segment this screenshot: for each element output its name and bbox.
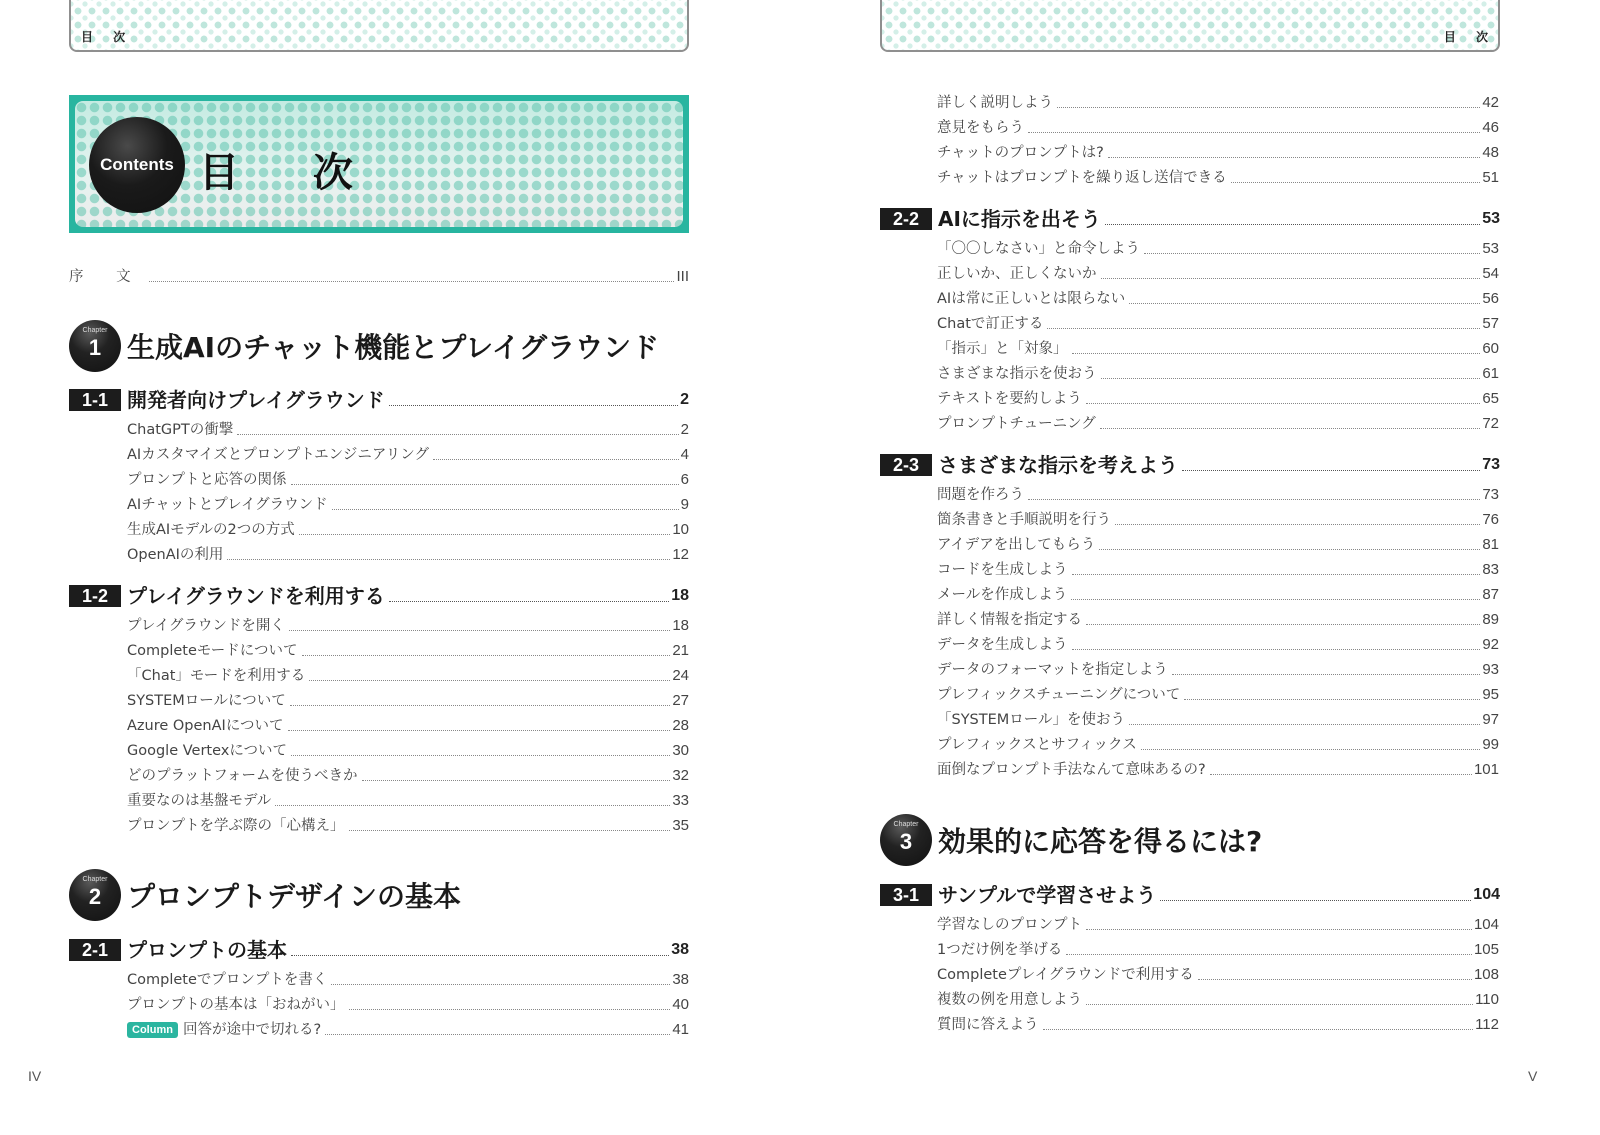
toc-item[interactable]: どのプラットフォームを使うべきか 32 <box>127 767 689 784</box>
toc-item[interactable]: Completeモードについて 21 <box>127 642 689 659</box>
section-number-badge: 1-2 <box>69 585 121 607</box>
chapter-number-icon: Chapter 3 <box>880 814 932 866</box>
section-number-badge: 2-2 <box>880 208 932 230</box>
toc-item[interactable]: アイデアを出してもらう 81 <box>937 536 1499 553</box>
toc-item[interactable]: 学習なしのプロンプト 104 <box>937 916 1499 933</box>
toc-item[interactable]: 複数の例を用意しよう 110 <box>937 991 1499 1008</box>
section-number-badge: 2-1 <box>69 939 121 961</box>
toc-section[interactable]: 2-1 プロンプトの基本 38 <box>69 936 689 964</box>
page-title: 目 次 <box>199 150 383 196</box>
toc-item[interactable]: Google Vertexについて 30 <box>127 742 689 759</box>
toc-item[interactable]: 1つだけ例を挙げる 105 <box>937 941 1499 958</box>
toc-item[interactable]: OpenAIの利用 12 <box>127 546 689 563</box>
chapter-number-icon: Chapter 1 <box>69 320 121 372</box>
header-tab <box>69 0 689 52</box>
toc-item[interactable]: テキストを要約しよう 65 <box>937 390 1499 407</box>
header-tab <box>880 0 1500 52</box>
toc-item[interactable]: ChatGPTの衝撃 2 <box>127 421 689 438</box>
toc-section[interactable]: 1-2 プレイグラウンドを利用する 18 <box>69 582 689 610</box>
chapter-title: 効果的に応答を得るには? <box>938 825 1263 858</box>
right-page <box>800 0 1600 1135</box>
toc-item[interactable]: 「Chat」モードを利用する 24 <box>127 667 689 684</box>
toc-item[interactable]: Completeでプロンプトを書く 38 <box>127 971 689 988</box>
toc-item[interactable]: プレフィックスとサフィックス 99 <box>937 736 1499 753</box>
section-number-badge: 2-3 <box>880 454 932 476</box>
toc-item[interactable]: 質問に答えよう 112 <box>937 1016 1499 1033</box>
contents-banner <box>69 95 689 233</box>
toc-item[interactable]: AIチャットとプレイグラウンド 9 <box>127 496 689 513</box>
toc-item[interactable]: プレフィックスチューニングについて 95 <box>937 686 1499 703</box>
toc-item[interactable]: チャットはプロンプトを繰り返し送信できる 51 <box>937 169 1499 186</box>
toc-item[interactable]: さまざまな指示を使おう 61 <box>937 365 1499 382</box>
toc-item[interactable]: データを生成しよう 92 <box>937 636 1499 653</box>
toc-item[interactable]: 詳しく説明しよう 42 <box>937 94 1499 111</box>
toc-item[interactable]: 生成AIモデルの2つの方式 10 <box>127 521 689 538</box>
toc-item[interactable]: 詳しく情報を指定する 89 <box>937 611 1499 628</box>
toc-item[interactable]: 面倒なプロンプト手法なんて意味あるの? 101 <box>937 761 1499 778</box>
section-number-badge: 3-1 <box>880 884 932 906</box>
toc-item[interactable]: チャットのプロンプトは? 48 <box>937 144 1499 161</box>
toc-item[interactable]: 箇条書きと手順説明を行う 76 <box>937 511 1499 528</box>
toc-item[interactable]: 問題を作ろう 73 <box>937 486 1499 503</box>
toc-section[interactable]: 2-3 さまざまな指示を考えよう 73 <box>880 451 1500 479</box>
toc-item[interactable]: 「指示」と「対象」 60 <box>937 340 1499 357</box>
header-tab-label: 目 次 <box>1443 30 1496 44</box>
contents-badge-icon: Contents <box>89 117 185 213</box>
toc-item[interactable]: AIカスタマイズとプロンプトエンジニアリング 4 <box>127 446 689 463</box>
page-number: V <box>1528 1068 1538 1084</box>
toc-item[interactable]: Azure OpenAIについて 28 <box>127 717 689 734</box>
chapter-heading[interactable] <box>69 320 659 372</box>
toc-item[interactable]: 意見をもらう 46 <box>937 119 1499 136</box>
toc-item-column[interactable]: Column 回答が途中で切れる? 41 <box>127 1019 689 1041</box>
toc-item[interactable]: プロンプトの基本は「おねがい」 40 <box>127 996 689 1013</box>
toc-item[interactable]: SYSTEMロールについて 27 <box>127 692 689 709</box>
toc-item[interactable]: 正しいか、正しくないか 54 <box>937 265 1499 282</box>
page-number: IV <box>28 1068 42 1084</box>
toc-item[interactable]: 「〇〇しなさい」と命令しよう 53 <box>937 240 1499 257</box>
toc-item[interactable]: プロンプトと応答の関係 6 <box>127 471 689 488</box>
section-number-badge: 1-1 <box>69 389 121 411</box>
toc-item[interactable]: プレイグラウンドを開く 18 <box>127 617 689 634</box>
toc-item[interactable]: Chatで訂正する 57 <box>937 315 1499 332</box>
toc-item[interactable]: AIは常に正しいとは限らない 56 <box>937 290 1499 307</box>
header-tab-label: 目 次 <box>81 30 134 44</box>
toc-item[interactable]: 「SYSTEMロール」を使おう 97 <box>937 711 1499 728</box>
toc-item[interactable]: コードを生成しよう 83 <box>937 561 1499 578</box>
toc-section[interactable]: 3-1 サンプルで学習させよう 104 <box>880 881 1500 909</box>
toc-section[interactable]: 2-2 AIに指示を出そう 53 <box>880 205 1500 233</box>
chapter-title: 生成AIのチャット機能とプレイグラウンド <box>127 331 660 364</box>
toc-item[interactable]: Completeプレイグラウンドで利用する 108 <box>937 966 1499 983</box>
toc-item[interactable]: 重要なのは基盤モデル 33 <box>127 792 689 809</box>
toc-preface[interactable]: 序 文 III <box>69 268 689 285</box>
chapter-number-icon: Chapter 2 <box>69 869 121 921</box>
toc-item[interactable]: データのフォーマットを指定しよう 93 <box>937 661 1499 678</box>
toc-item[interactable]: メールを作成しよう 87 <box>937 586 1499 603</box>
column-badge: Column <box>127 1022 178 1038</box>
toc-section[interactable]: 1-1 開発者向けプレイグラウンド 2 <box>69 386 689 414</box>
chapter-title: プロンプトデザインの基本 <box>127 880 462 913</box>
toc-item[interactable]: プロンプトチューニング 72 <box>937 415 1499 432</box>
toc-item[interactable]: プロンプトを学ぶ際の「心構え」 35 <box>127 817 689 834</box>
chapter-heading[interactable] <box>880 814 1262 866</box>
chapter-heading[interactable] <box>69 869 461 921</box>
